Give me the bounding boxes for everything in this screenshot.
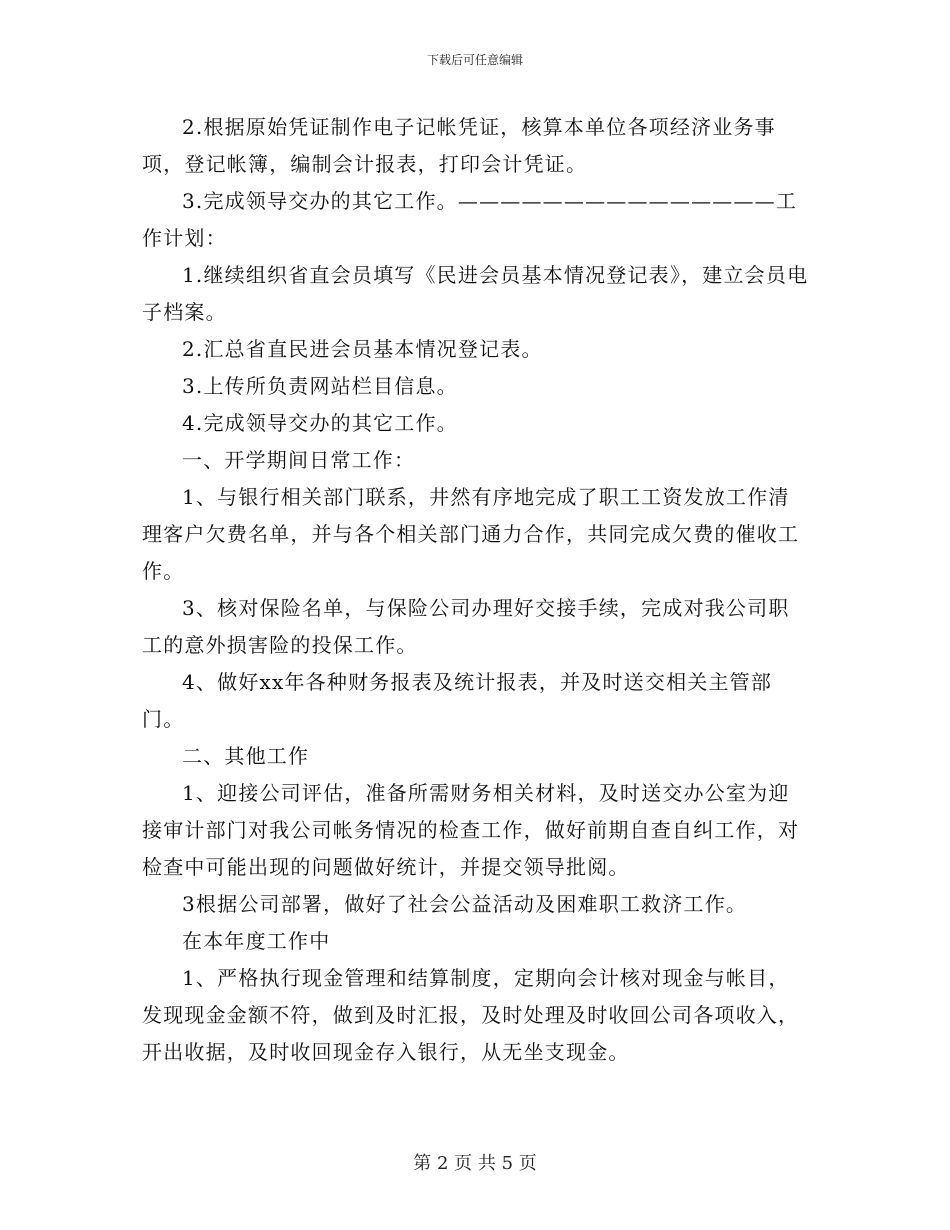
paragraph: 1、迎接公司评估，准备所需财务相关材料，及时送交办公室为迎接审计部门对我公司帐务情况的检查工作，做好前期自查自纠工作，对检查中可能出现的问题做好统计，并提交领导批阅。 [142,781,800,879]
paragraph: 3.上传所负责网站栏目信息。 [182,374,458,398]
paragraph: 1、严格执行现金管理和结算制度，定期向会计核对现金与帐目，发现现金金额不符，做到及时汇报，及时处理及时收回公司各项收入，开出收据，及时收回现金存入银行，从无坐支现金。 [142,966,800,1064]
paragraph: 4、做好xx年各种财务报表及统计报表，并及时送交相关主管部门。 [142,670,773,731]
paragraph: 3.完成领导交办的其它工作。———————————————工作计划： [142,189,798,250]
paragraph: 1、与银行相关部门联系，井然有序地完成了职工工资发放工作清理客户欠费名单，并与各个相关部门通力合作，共同完成欠费的催收工作。 [142,485,800,583]
paragraph: 2.汇总省直民进会员基本情况登记表。 [182,337,543,361]
paragraph: 3根据公司部署，做好了社会公益活动及困难职工救济工作。 [182,892,748,916]
paragraph: 4.完成领导交办的其它工作。 [182,411,458,435]
paragraph: 1.继续组织省直会员填写《民进会员基本情况登记表》，建立会员电子档案。 [142,263,809,324]
paragraph: 2.根据原始凭证制作电子记帐凭证，核算本单位各项经济业务事项，登记帐簿，编制会计报表，打印会计凭证。 [142,115,776,176]
document-body [142,109,810,1071]
page-number-footer: 第 2 页 共 5 页 [413,1153,537,1174]
section-heading: 二、其他工作 [182,744,310,768]
page-header: 下载后可任意编辑 [426,53,523,67]
paragraph: 3、核对保险名单，与保险公司办理好交接手续，完成对我公司职工的意外损害险的投保工作。 [142,596,790,657]
section-heading: 一、开学期间日常工作： [182,448,416,472]
paragraph: 在本年度工作中 [182,929,331,953]
